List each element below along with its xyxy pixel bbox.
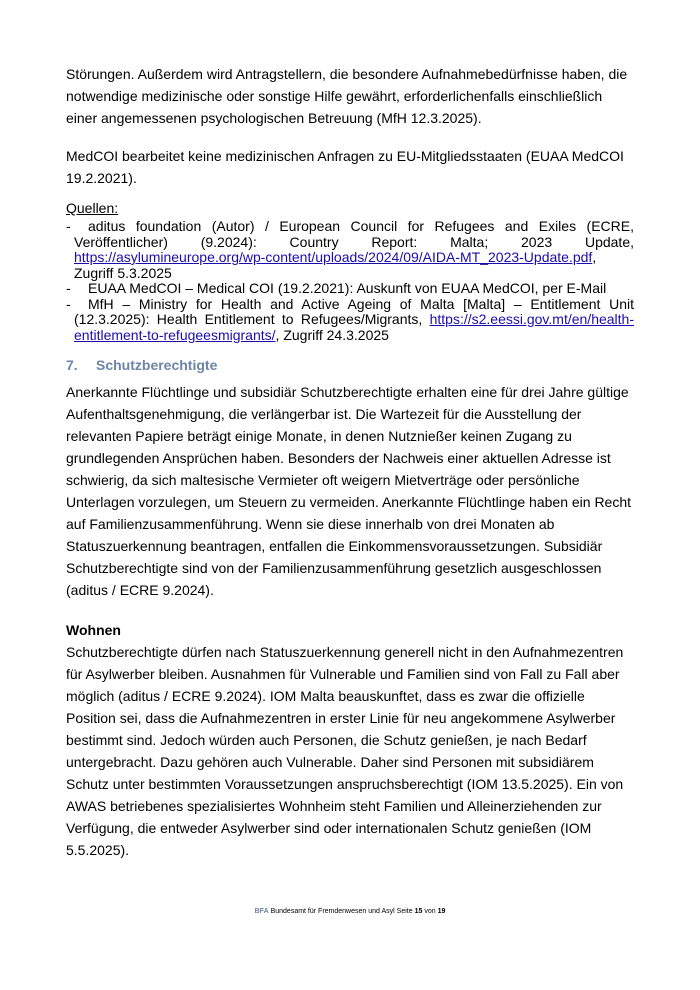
footer-page-total: 19 <box>437 908 446 915</box>
source-suffix: , Zugriff 24.3.2025 <box>275 326 389 343</box>
footer-page-word: Seite <box>396 908 413 915</box>
source-text: EUAA MedCOI – Medical COI (19.2.2021): Auskunft von EUAA MedCOI, per E-Mail <box>88 280 607 296</box>
footer-of-word: von <box>424 908 436 915</box>
list-dash: - <box>66 280 71 296</box>
source-text: MfH – Ministry for Health and Active Ageing of Malta [Malta] – Entitlement Unit (12.3.2025): Health Entitlement to Refugees/Migrants, <box>74 295 634 327</box>
footer-brand: BFA <box>254 908 269 915</box>
source-item <box>66 219 634 281</box>
sources-heading: Quellen: <box>66 200 119 216</box>
intro-paragraph: Störungen. Außerdem wird Antragstellern, die besondere Aufnahmebedürfnisse haben, die notwendige medizinische oder sonstige Hilfe gewährt, erforderlichenfalls einschließlich einer angemessenen psychologischen Betreuung (MfH 12.3.2025). <box>66 66 628 126</box>
sources-list <box>66 219 634 343</box>
source-item <box>66 297 634 344</box>
source-suffix: , Zugriff 5.3.2025 <box>74 249 597 281</box>
page-footer <box>0 908 700 915</box>
source-item <box>66 281 634 297</box>
source-text: aditus foundation (Autor) / European Council for Refugees and Exiles (ECRE, Veröffentlicher) (9.2024): Country Report: Malta; 2023 Update, <box>74 218 634 250</box>
footer-page-number: 15 <box>414 908 423 915</box>
section-title: Schutzberechtigte <box>96 357 218 373</box>
section-number: 7. <box>66 357 78 373</box>
source-link[interactable]: https://s2.eessi.gov.mt/en/health-entitlement-to-refugeesmigrants/ <box>74 311 634 343</box>
list-dash: - <box>66 295 71 312</box>
footer-org: Bundesamt für Fremdenwesen und Asyl <box>270 908 395 915</box>
list-dash: - <box>66 218 71 234</box>
housing-paragraph: Schutzberechtigte dürfen nach Statuszuerkennung generell nicht in den Aufnahmezentren für Asylwerber bleiben. Ausnahmen für Vulnerable und Familien sind von Fall zu Fall aber möglich (aditus / ECRE 9.2024). IOM Malta beauskunftet, dass es zwar die offizielle Position sei, dass die Aufnahmezentren in erster Linie für neu angekommene Asylwerber bestimmt sind. Jedoch würden auch Personen, die Schutz genießen, je nach Bedarf untergebracht. Dazu gehören auch Vulnerable. Daher sind Personen mit subsidiärem Schutz unter bestimmten Voraussetzungen anspruchsberechtigt (IOM 13.5.2025). Ein von AWAS betriebenes spezialisiertes Wohnheim steht Familien und Alleinerziehenden zur Verfügung, die entweder Asylwerber sind oder internationalen Schutz genießen (IOM 5.5.2025). <box>66 644 624 858</box>
housing-heading: Wohnen <box>66 622 121 638</box>
section-paragraph: Anerkannte Flüchtlinge und subsidiär Schutzberechtigte erhalten eine für drei Jahre gültige Aufenthaltsgenehmigung, die verlängerbar ist. Die Wartezeit für die Ausstellung der relevanten Papiere beträgt einige Monate, in denen Nutznießer keinen Zugang zu grundlegenden Ansprüchen haben. Besonders der Nachweis einer aktuellen Adresse ist schwierig, da sich maltesische Vermieter oft weigern Mietverträge oder persönliche Unterlagen vorzulegen, um Steuern zu vermeiden. Anerkannte Flüchtlinge haben ein Recht auf Familienzusammenführung. Wenn sie diese innerhalb von drei Monaten ab Statuszuerkennung beantragen, entfallen die Einkommensvoraussetzungen. Subsidiär Schutzberechtigte sind von der Familienzusammenführung gesetzlich ausgeschlossen (aditus / ECRE 9.2024). <box>66 384 632 598</box>
intro-paragraph: MedCOI bearbeitet keine medizinischen Anfragen zu EU-Mitgliedsstaaten (EUAA MedCOI 19.2.2021). <box>66 148 624 186</box>
section-heading <box>66 355 634 375</box>
source-link[interactable]: https://asylumineurope.org/wp-content/uploads/2024/09/AIDA-MT_2023-Update.pdf <box>74 249 593 265</box>
